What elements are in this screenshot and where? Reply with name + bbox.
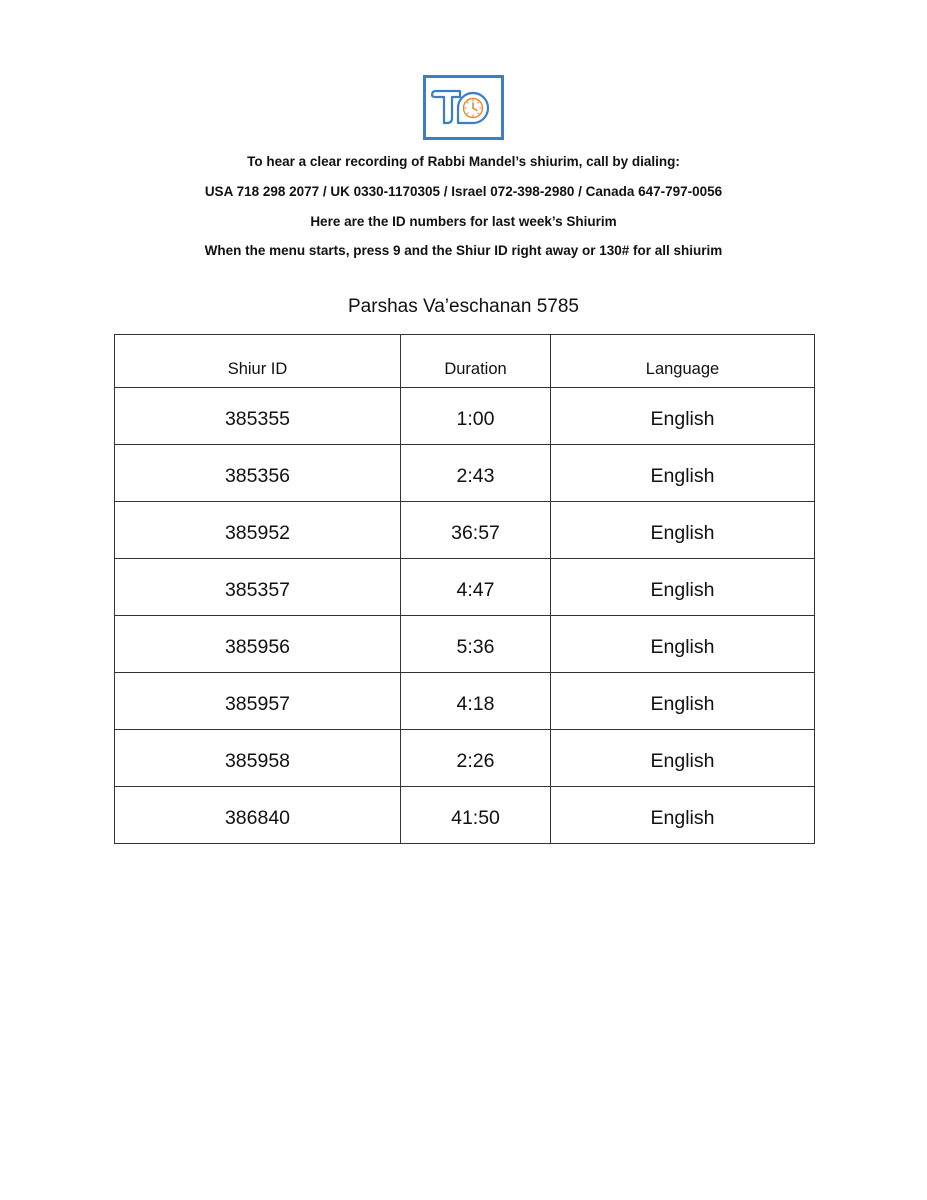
table-title: Parshas Va’eschanan 5785	[348, 296, 579, 317]
dial-instructions: To hear a clear recording of Rabbi Mandel’s shiurim, call by dialing:	[247, 154, 680, 169]
duration-cell: 1:00	[401, 388, 551, 445]
id-numbers-note: Here are the ID numbers for last week’s Shiurim	[310, 214, 617, 229]
shiurim-table	[114, 334, 815, 844]
menu-instructions: When the menu starts, press 9 and the Shiur ID right away or 130# for all shiurim	[204, 243, 723, 258]
table-row	[115, 445, 815, 502]
language-cell: English	[551, 445, 815, 502]
table-row	[115, 616, 815, 673]
duration-cell: 41:50	[401, 787, 551, 844]
table-row	[115, 673, 815, 730]
language-cell: English	[551, 388, 815, 445]
shiur-id-cell: 385958	[115, 730, 401, 787]
duration-cell: 4:47	[401, 559, 551, 616]
duration-cell: 5:36	[401, 616, 551, 673]
shiur-id-cell: 385355	[115, 388, 401, 445]
shiur-id-cell: 385356	[115, 445, 401, 502]
language-cell: English	[551, 502, 815, 559]
torah-anytime-logo-icon	[423, 75, 504, 140]
table-row	[115, 502, 815, 559]
shiur-id-cell: 385952	[115, 502, 401, 559]
shiur-id-cell: 385357	[115, 559, 401, 616]
shiur-id-cell: 385957	[115, 673, 401, 730]
language-cell: English	[551, 616, 815, 673]
table-row	[115, 388, 815, 445]
column-header-duration: Duration	[401, 335, 551, 388]
duration-cell: 2:26	[401, 730, 551, 787]
shiur-id-cell: 385956	[115, 616, 401, 673]
column-header-shiur-id: Shiur ID	[115, 335, 401, 388]
table-row	[115, 787, 815, 844]
table-row	[115, 730, 815, 787]
phone-numbers: USA 718 298 2077 / UK 0330-1170305 / Israel 072-398-2980 / Canada 647-797-0056	[204, 184, 723, 199]
table-row	[115, 559, 815, 616]
column-header-language: Language	[551, 335, 815, 388]
language-cell: English	[551, 730, 815, 787]
table-header-row	[115, 335, 815, 388]
language-cell: English	[551, 787, 815, 844]
duration-cell: 36:57	[401, 502, 551, 559]
shiur-id-cell: 386840	[115, 787, 401, 844]
language-cell: English	[551, 673, 815, 730]
duration-cell: 2:43	[401, 445, 551, 502]
duration-cell: 4:18	[401, 673, 551, 730]
language-cell: English	[551, 559, 815, 616]
